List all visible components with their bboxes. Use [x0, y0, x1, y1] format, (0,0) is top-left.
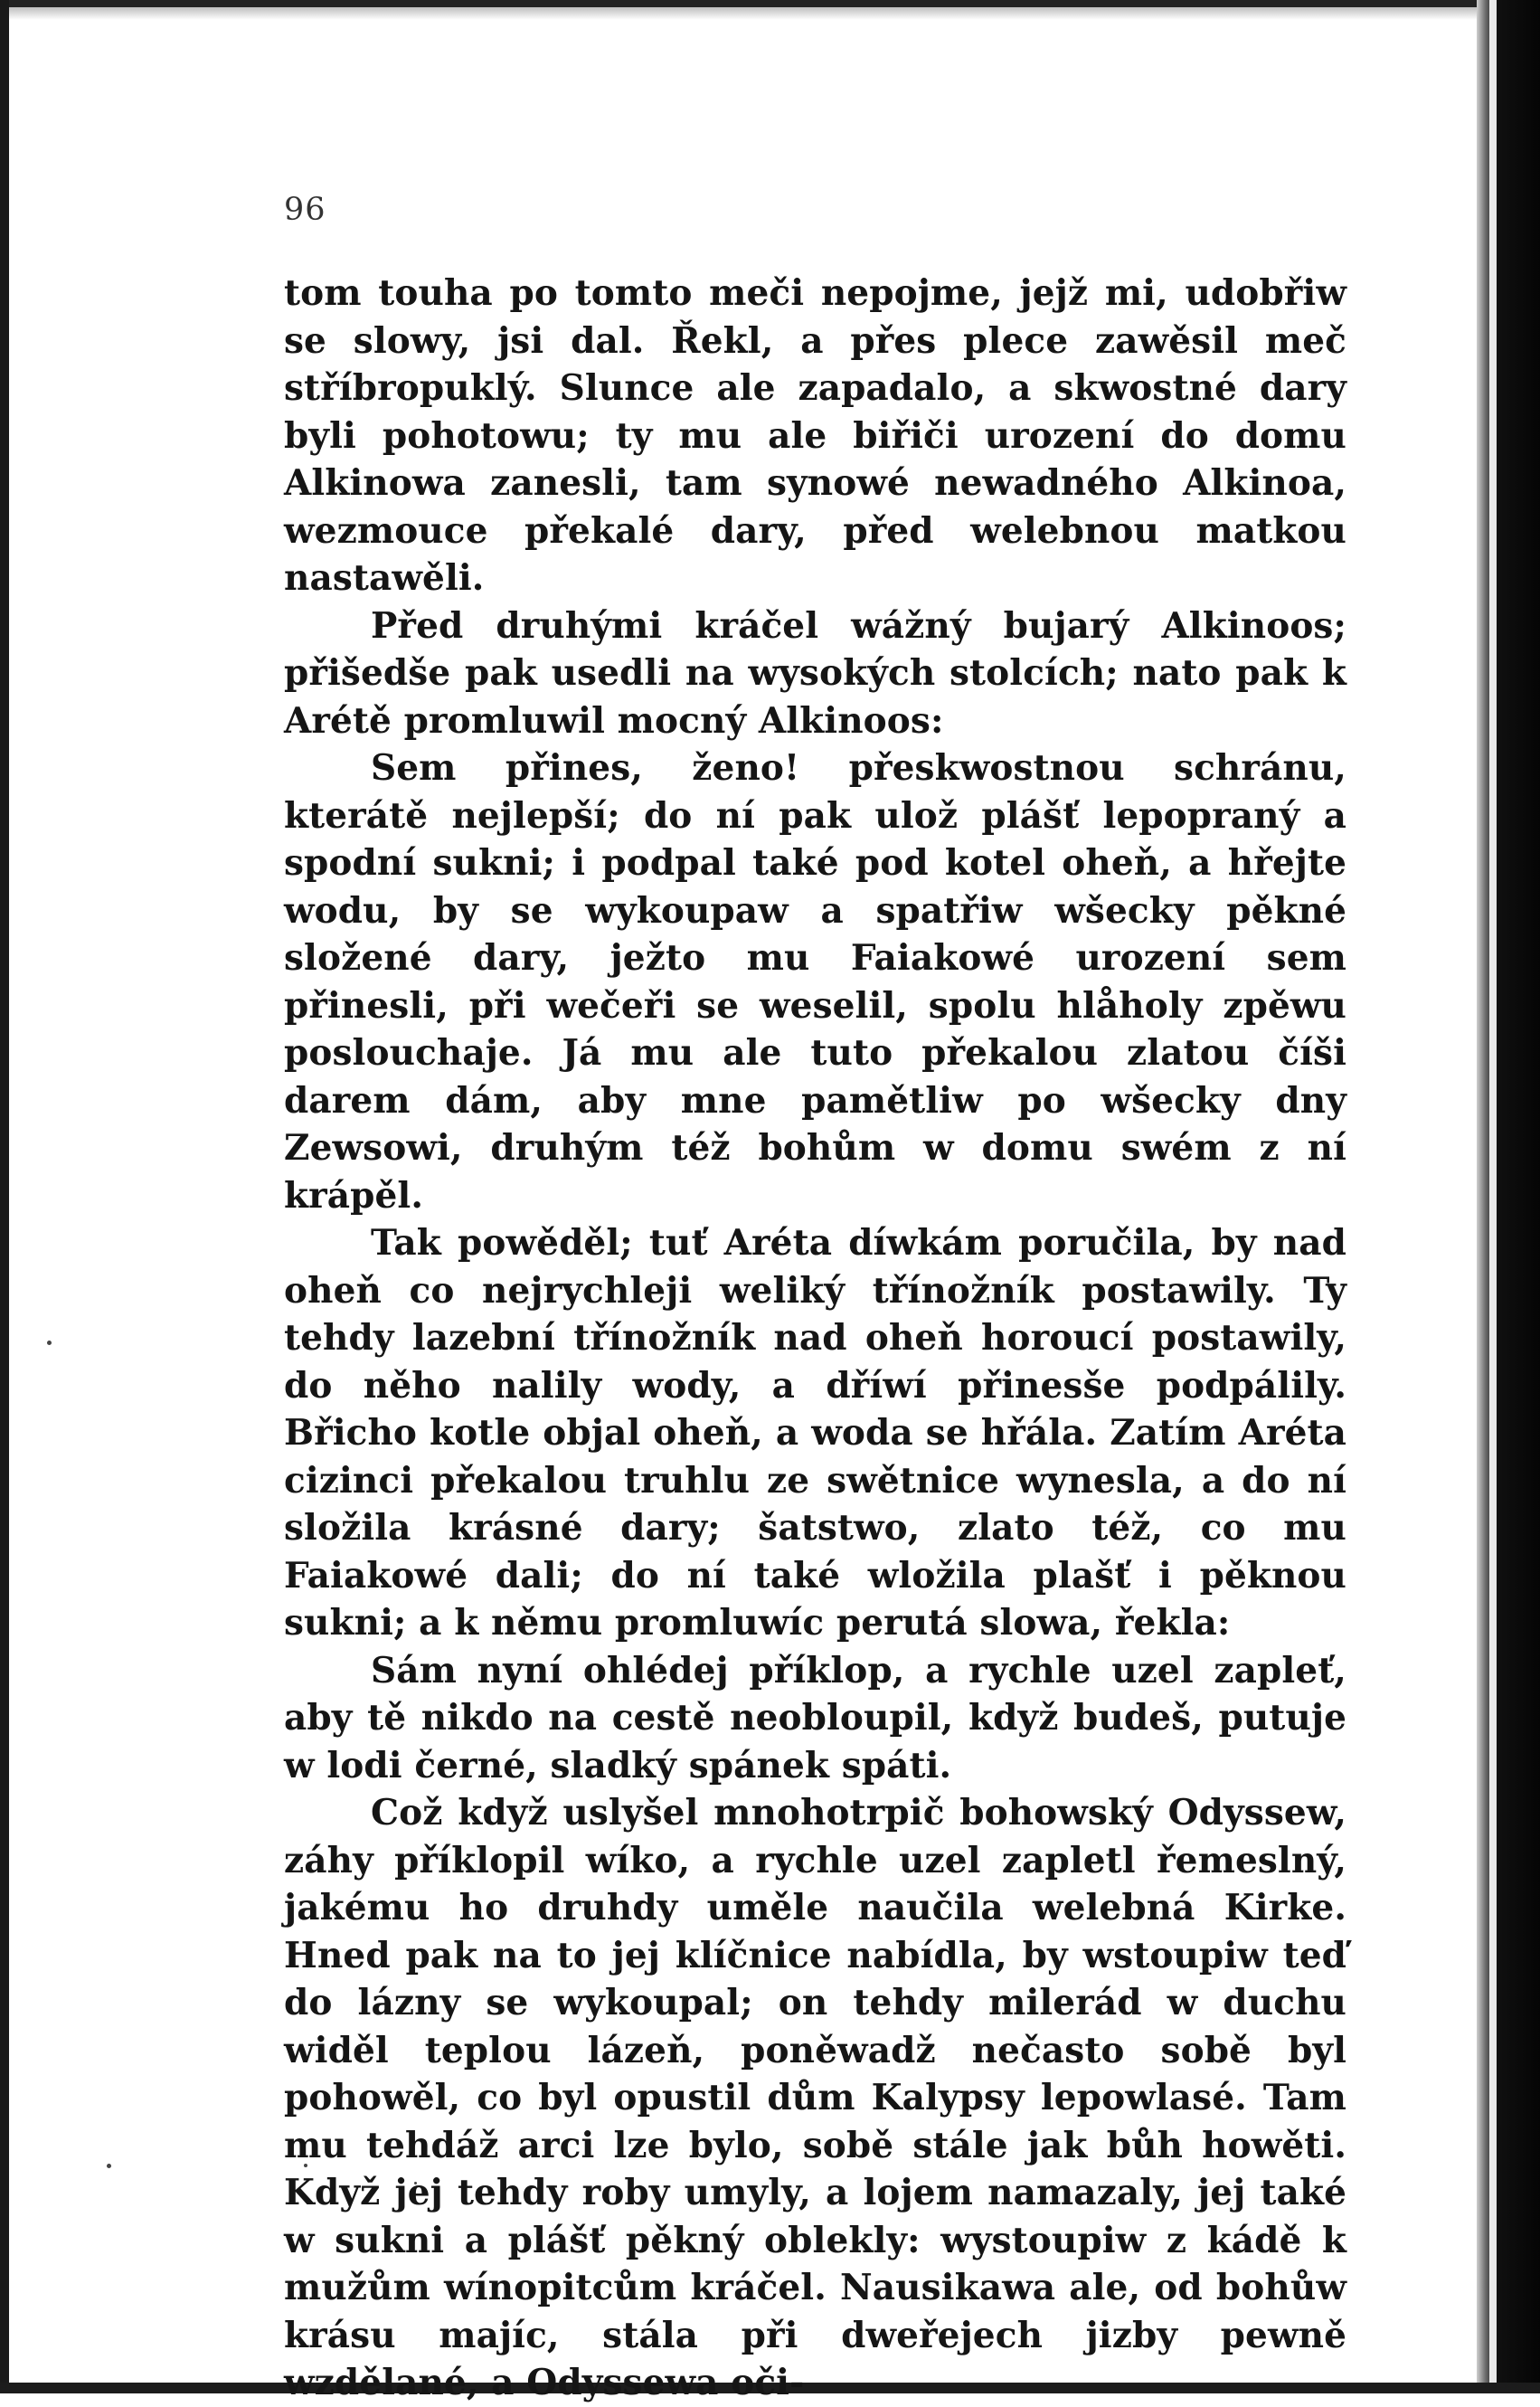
- page-number: 96: [284, 192, 326, 228]
- paragraph-4: Tak powěděl; tuť Aréta díwkám poručila, by nad oheň co nejrychleji weliký třínožník postawily. Ty tehdy lazební třínožník nad oheň horoucí postawily, do něho nalily wody, a dříwí přinesše podpálily. Břicho kotle objal oheň, a woda se hřála. Zatím Aréta cizinci překalou truhlu ze swětnice wynesla, a do ní složila krásné dary; šatstwo, zlato též, co mu Faiakowé dali; do ní také wložila plašť i pěknou sukni; a k němu promluwíc perutá slowa, řekla:: [284, 1222, 1346, 1644]
- top-scan-shadow: [0, 7, 1483, 20]
- paper-speck: [47, 1341, 52, 1345]
- paragraph-1: tom touha po tomto meči nepojme, jejž mi, udobřiw se slowy, jsi dal. Řekl, a přes plece zawěsil meč stříbropuklý. Slunce ale zapadalo, a skwostné dary byli pohotowu; ty mu ale biřiči urození do domu Alkinowa zanesli, tam synowé newadného Alkinoa, wezmouce překalé dary, před welebnou matkou nastawěli.: [284, 272, 1346, 599]
- paper-speck: [107, 2164, 111, 2168]
- paragraph-2: Před druhými kráčel wážný bujarý Alkinoos; přišedše pak usedli na wysokých stolcích; nato pak k Arétě promluwil mocný Alkinoos:: [284, 604, 1346, 742]
- paragraph-6: Což když uslyšel mnohotrpič bohowský Odyssew, záhy příklopil wíko, a rychle uzel zapletl řemeslný, jakému ho druhdy uměle naučila welebná Kirke. Hned pak na to jej klíčnice nabídla, by wstoupiw teď do lázny se wykoupal; on tehdy milerád w duchu widěl teplou lázeň, poněwadž nečasto sobě byl pohowěl, co byl opustil dům Kalypsy lepowlasé. Tam mu tehdáž arci lze bylo, sobě stále jak bůh howěti. Když jej tehdy roby umyly, a lojem namazaly, jej také w sukni a plášť pěkný oblekly: wystoupiw z kádě k mužům wínopitcům kráčel. Nausikawa ale, od bohůw krásu majíc, stála při dweřejech jizby pewně wzdělané, a Odyssewa oči-: [284, 1792, 1346, 2403]
- paragraph-5: Sám nyní ohlédej příklop, a rychle uzel zapleť, aby tě nikdo na cestě neobloupil, když budeš, putuje w lodi černé, sladký spánek spáti.: [284, 1649, 1346, 1786]
- body-text: [284, 270, 1346, 2407]
- book-spine-shadow: [1477, 0, 1540, 2393]
- top-scan-edge: [0, 0, 1540, 7]
- left-scan-edge: [0, 0, 9, 2393]
- book-spine-highlight: [1489, 0, 1497, 2393]
- paragraph-3: Sem přines, ženo! přeskwostnou schránu, kterátě nejlepší; do ní pak ulož plášť lepopraný a spodní sukni; i podpal také pod kotel oheň, a hřejte wodu, by se wykoupaw a spatřiw wšecky pěkné složené dary, ježto mu Faiakowé urození sem přinesli, při wečeři se weselil, spolu hlåholy zpěwu poslouchaje. Já mu ale tuto překalou zlatou číši darem dám, aby mne pamětliw po wšecky dny Zewsowi, druhým též bohům w domu swém z ní krápěl.: [284, 747, 1346, 1217]
